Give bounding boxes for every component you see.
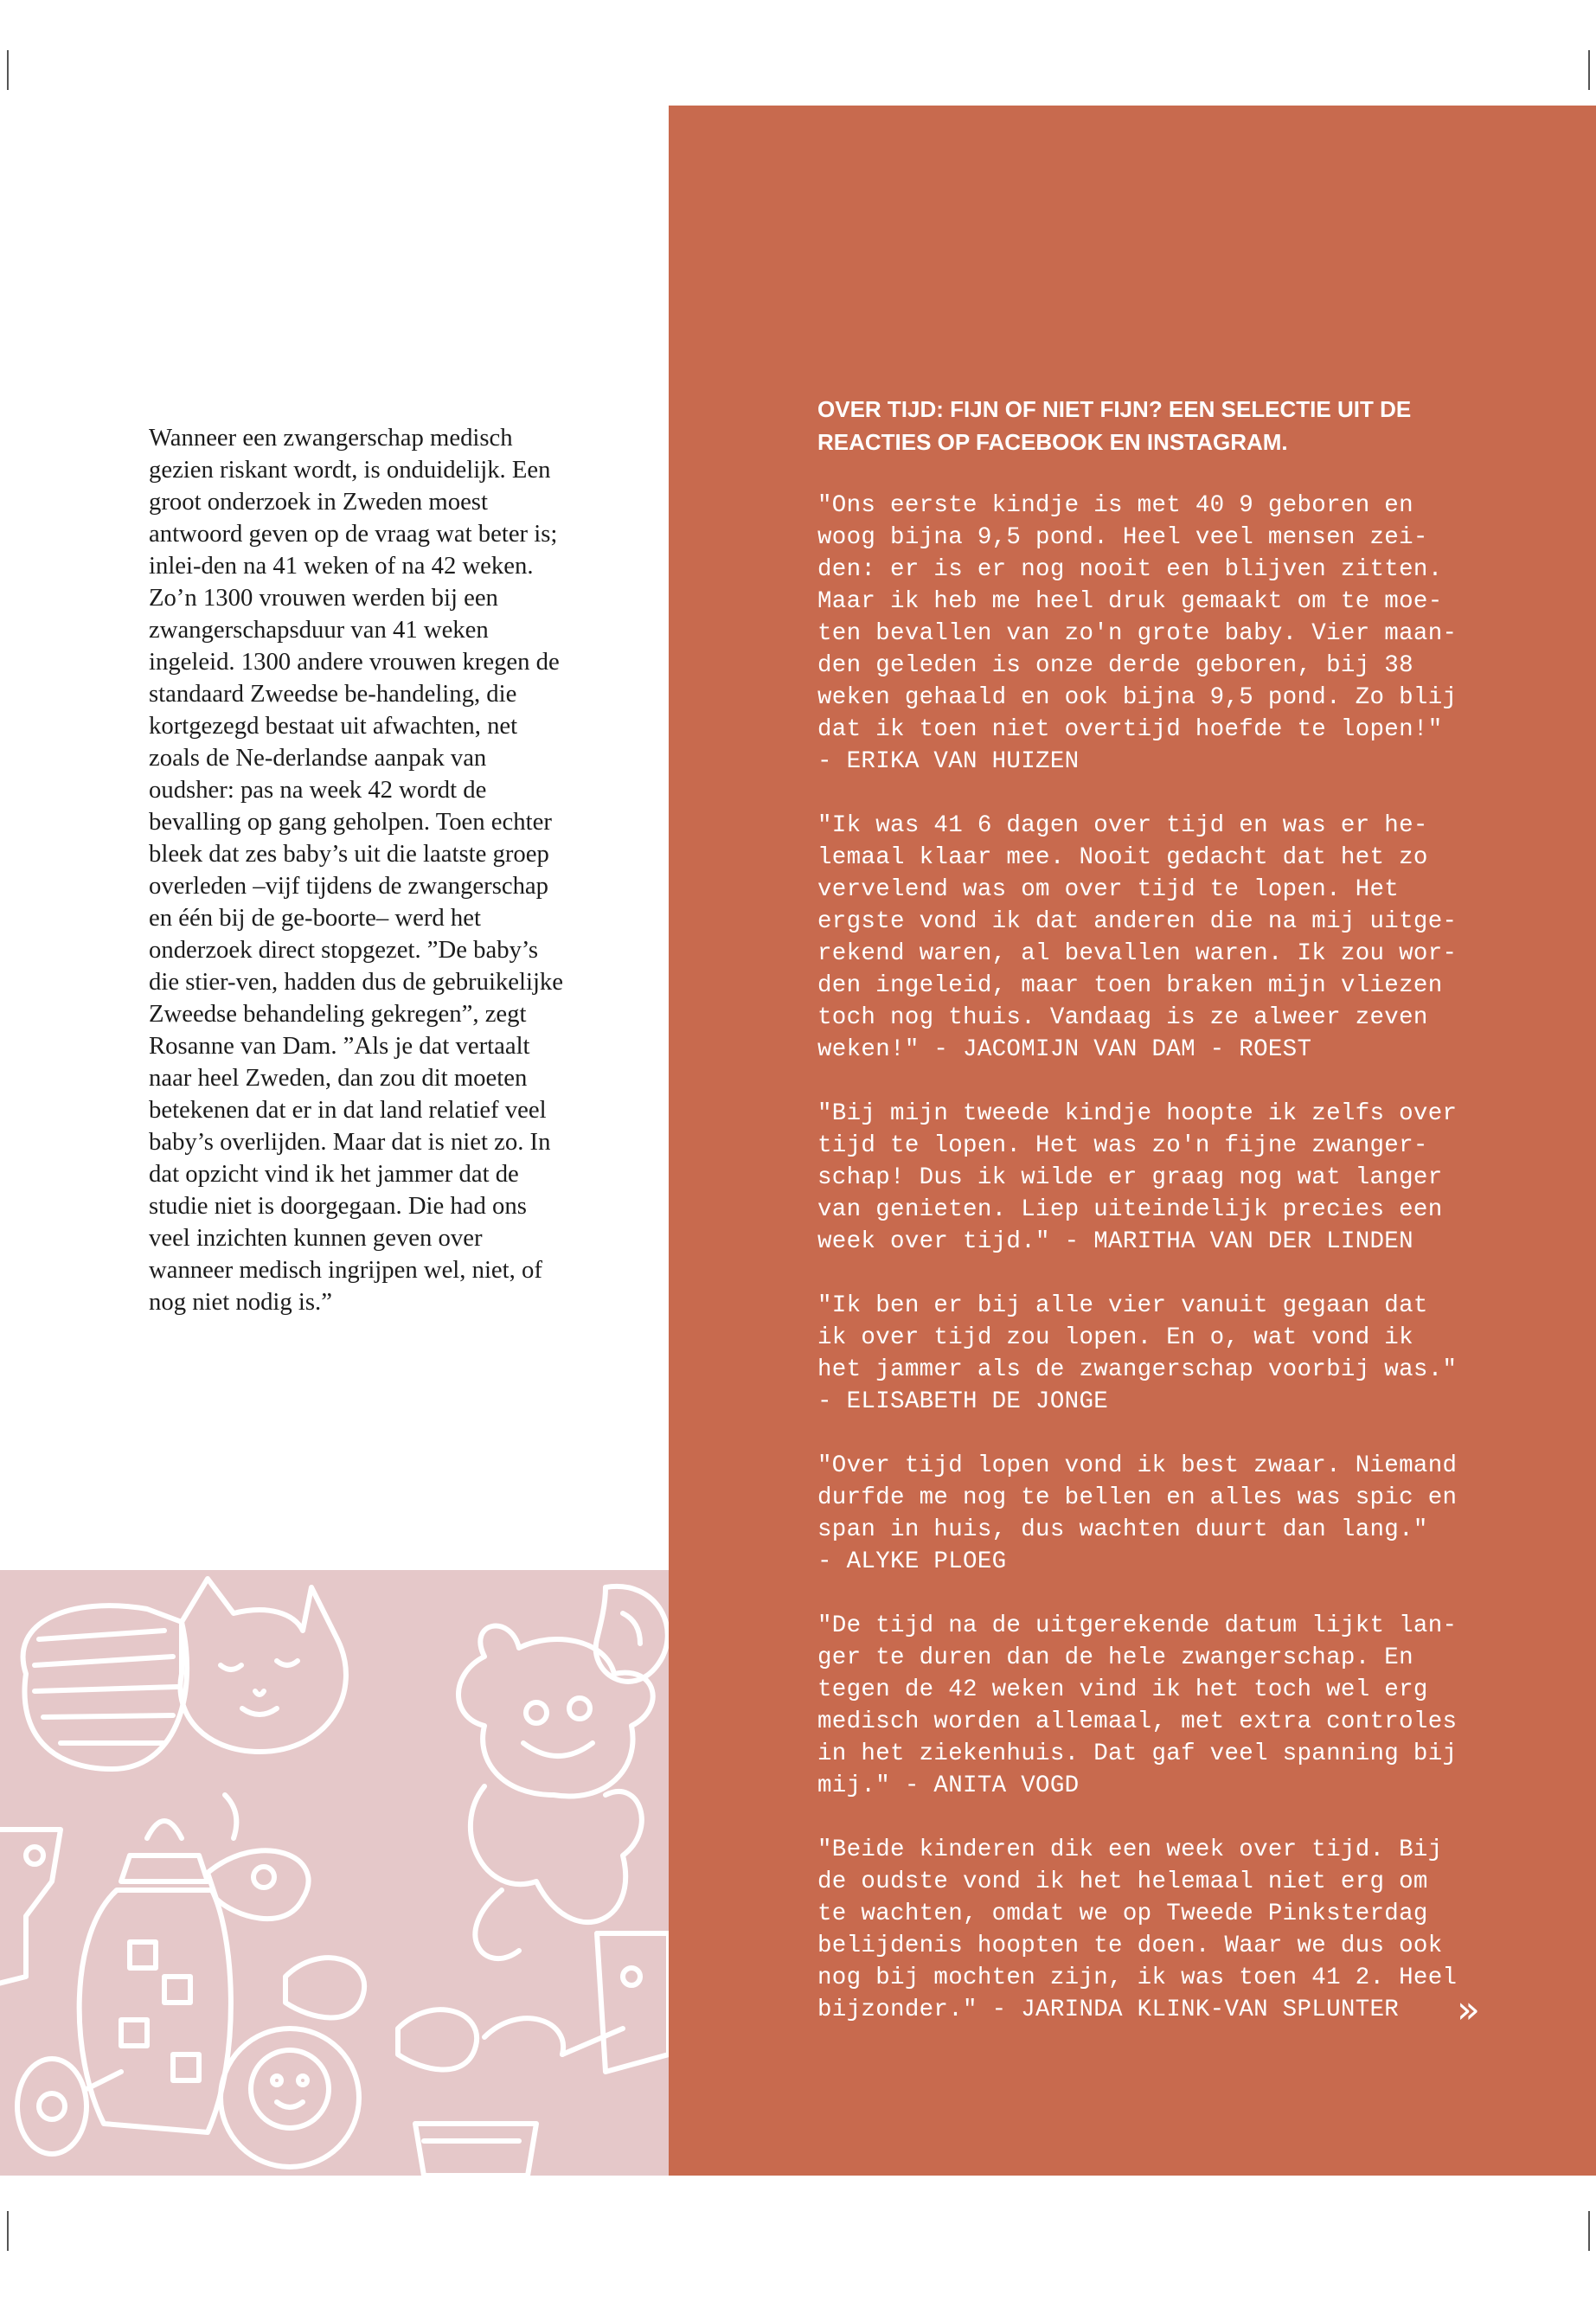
teddy-bear-icon xyxy=(458,1626,653,1959)
doodle-illustration xyxy=(0,1570,669,2176)
sleeping-cat-icon xyxy=(23,1579,346,1769)
quote-item: "Over tijd lopen vond ik best zwaar. Niemand durfde me nog te bellen en alles was spic en span in huis, dus wachten duurt dan lang." - ALYKE PLOEG xyxy=(817,1452,1458,1575)
crop-mark xyxy=(1588,50,1590,90)
baby-bottle-icon xyxy=(80,1821,231,2132)
quote-item: "Bij mijn tweede kindje hoopte ik zelfs over tijd te lopen. Het was zo'n fijne zwanger- schap! Dus ik wilde er graag nog wat langer van genieten. Liep uiteindelijk precies een week over tijd." - MARITHA VAN DER LINDEN xyxy=(817,1100,1458,1255)
doll-icon xyxy=(221,2029,359,2167)
article-paragraph: Wanneer een zwangerschap medisch gezien riskant wordt, is onduidelijk. Een groot onderzoek in Zweden moest antwoord geven op de vraag wat beter is; inlei-den na 41 weken of na 42 weken. Zo’n 1300 vrouwen werden bij een zwangerschapsduur van 41 weken ingeleid. 1300 andere vrouwen kregen de standaard Zweedse be-handeling, die kortgezegd bestaat uit afwachten, net zoals de Ne-derlandse aanpak van oudsher: pas na week 42 wordt de bevalling op gang geholpen. Toen echter bleek dat zes baby’s uit die laatste groep overleden –vijf tijdens de zwangerschap en één bij de ge-boorte– werd het onderzoek direct stopgezet. ”De baby’s die stier-ven, hadden dus de gebruikelijke Zweedse behandeling gekregen”, zegt Rosanne van Dam. ”Als je dat vertaalt naar heel Zweden, dan zou dit moeten betekenen dat er in dat land relatief veel baby’s overlijden. Maar dat is niet zo. In dat opzicht vind ik het jammer dat de studie niet is doorgegaan. Die had ons veel inzichten kunnen geven over wanneer medisch ingrijpen wel, niet, of nog niet nodig is.” xyxy=(149,424,563,1316)
rattle-icon xyxy=(596,1586,668,1682)
baby-doodle-pattern xyxy=(0,1570,669,2176)
bird-mobile-icon xyxy=(208,1795,623,2070)
quote-item: "Ik ben er bij alle vier vanuit gegaan dat ik over tijd zou lopen. En o, wat vond ik het jammer als de zwangerschap voorbij was." - ELISABETH DE JONGE xyxy=(817,1292,1458,1415)
crop-mark xyxy=(7,2211,9,2251)
panel-heading: OVER TIJD: FIJN OF NIET FIJN? EEN SELECTIE UIT DE REACTIES OP FACEBOOK EN INSTAGRAM. xyxy=(817,396,1412,455)
quote-item: "Ons eerste kindje is met 40 9 geboren en woog bijna 9,5 pond. Heel veel mensen zei- den: er is er nog nooit een blijven zitten. Maar ik heb me heel druk gemaakt om te moe- ten bevallen van zo'n grote baby. Vier maan- den geleden is onze derde geboren, bij 38 weken gehaald en ook bijna 9,5 pond. Zo blij dat ik toen niet overtijd hoefde te lopen!" - ERIKA VAN HUIZEN xyxy=(817,492,1458,775)
quotes-list xyxy=(817,490,1544,2058)
bib-icon xyxy=(0,1830,61,1985)
article-body xyxy=(149,422,564,1318)
pacifier-icon xyxy=(17,2059,121,2154)
quote-item: "Beide kinderen dik een week over tijd. Bij de oudste vond ik het helemaal niet erg om te wachten, omdat we op Tweede Pinksterdag belijdenis hoopten te doen. Waar we dus ook nog bij mochten zijn, ik was toen 41 2. Heel bijzonder." - JARINDA KLINK-VAN SPLUNTER xyxy=(817,1836,1458,2023)
quote-item: "De tijd na de uitgerekende datum lijkt lan- ger te duren dan de hele zwangerschap. En tegen de 42 weken vind ik het toch wel erg medisch worden allemaal, met extra controles in het ziekenhuis. Dat gaf veel spanning bij mij." - ANITA VOGD xyxy=(817,1612,1458,1799)
quote-item: "Ik was 41 6 dagen over tijd en was er he- lemaal klaar mee. Nooit gedacht dat het zo vervelend was om over tijd te lopen. Het ergste vond ik dat anderen die na mij uitge- rekend waren, al bevallen waren. Ik zou wor- den ingeleid, maar toen braken mijn vliezen toch nog thuis. Vandaag is ze alweer zeven weken!" - JACOMIJN VAN DAM - ROEST xyxy=(817,812,1458,1063)
crop-mark xyxy=(1588,2211,1590,2251)
crop-mark xyxy=(7,50,9,90)
next-page-arrow-icon: » xyxy=(1457,1988,1480,2032)
toy-block-icon xyxy=(415,1933,669,2176)
